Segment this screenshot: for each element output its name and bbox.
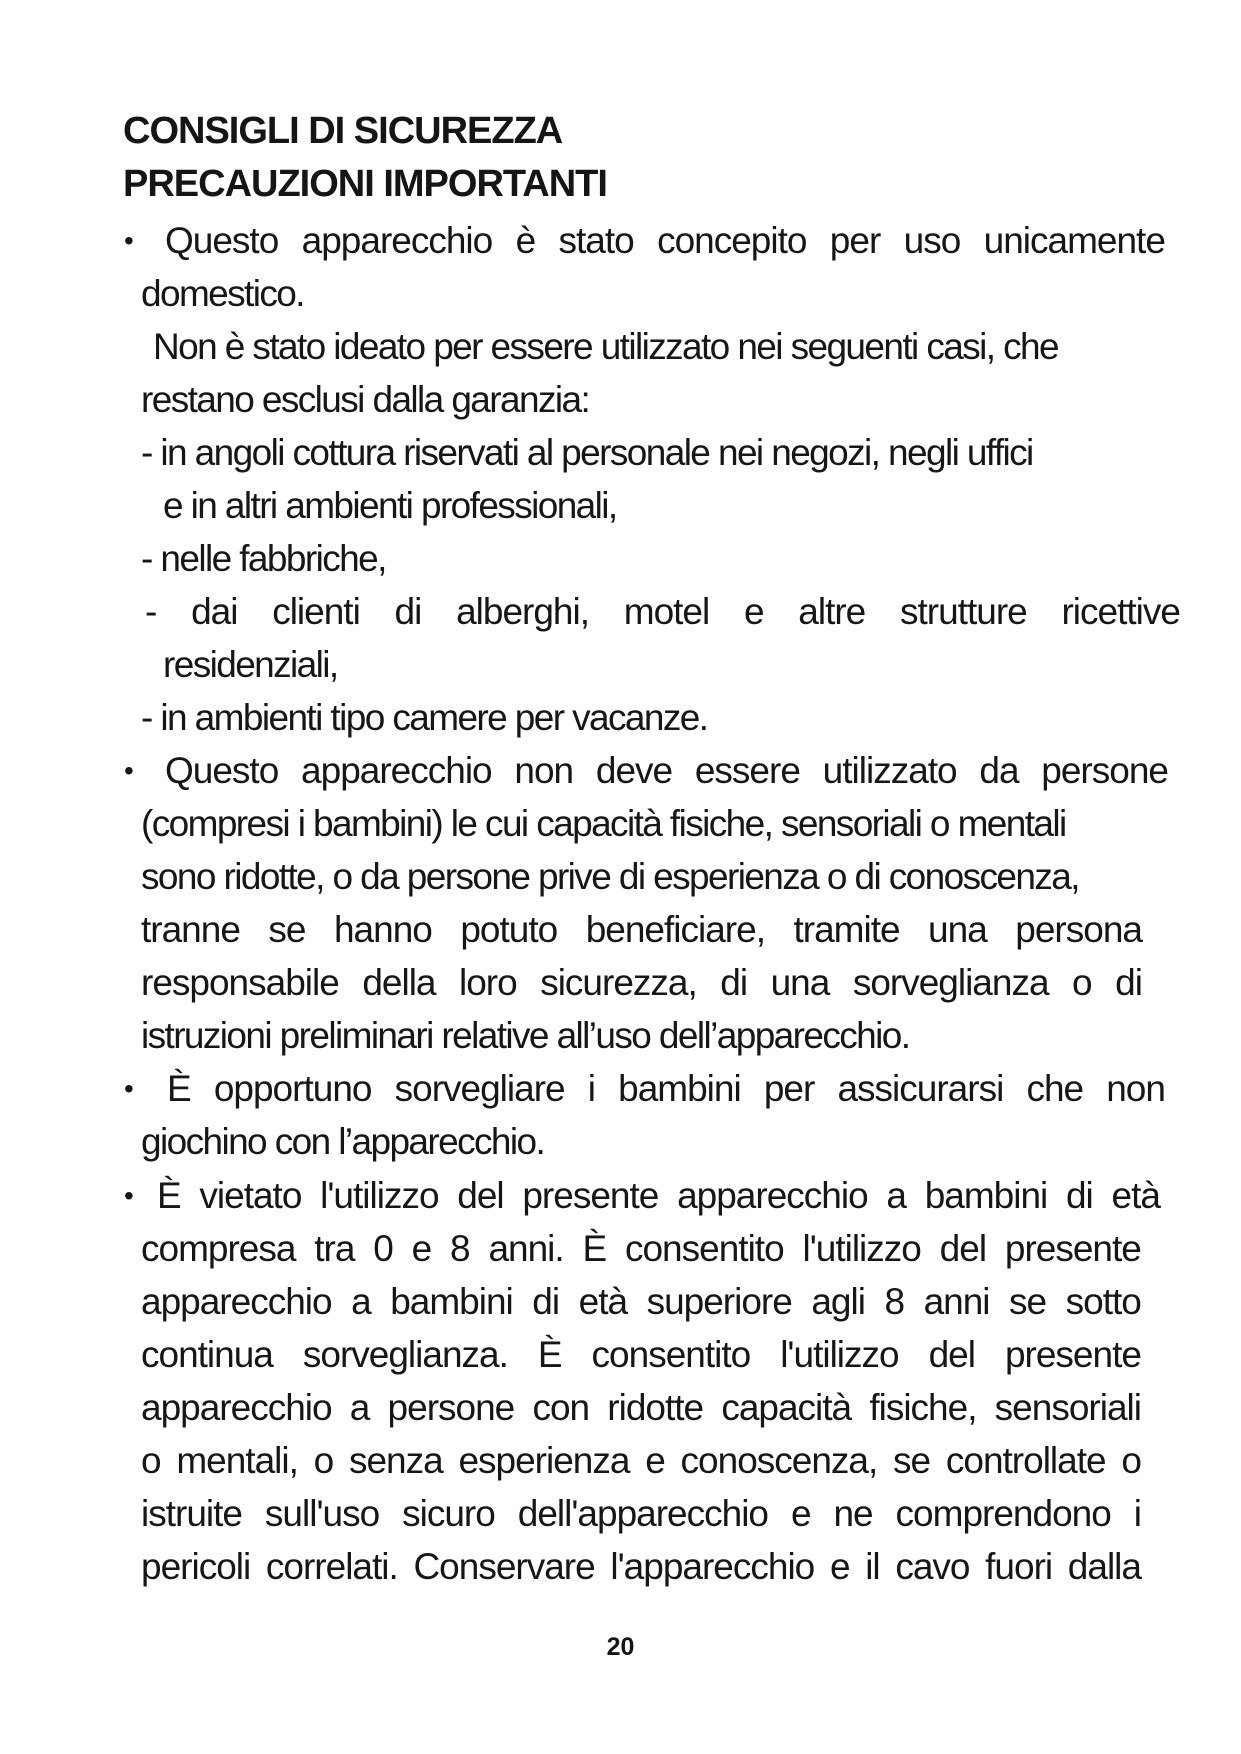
word: Conservare (413, 1546, 595, 1587)
word: di (1115, 962, 1142, 1003)
word: motel (623, 591, 710, 632)
bullet-4-line-5 (141, 1387, 1141, 1429)
word: sorvegliare (394, 1068, 565, 1109)
word: e (743, 591, 764, 632)
word: fuori (985, 1546, 1053, 1587)
word: dell'apparecchio (517, 1493, 768, 1534)
word: l'utilizzo (320, 1175, 439, 1216)
word: Questo (165, 750, 279, 791)
bullet-1-line-2: domestico. (141, 273, 304, 314)
word: 8 (450, 1228, 470, 1269)
word: agli (811, 1281, 865, 1322)
word: apparecchio (301, 220, 493, 261)
word: e (411, 1228, 432, 1269)
word: i (587, 1068, 595, 1109)
word: cavo (895, 1546, 970, 1587)
word: o (141, 1440, 161, 1481)
word: - (145, 591, 157, 632)
word: anni (923, 1281, 990, 1322)
word: dai (191, 591, 238, 632)
bullet-2-line-2: (compresi i bambini) le cui capacità fisiche, sensoriali o mentali (141, 803, 1066, 844)
word: uso (903, 220, 961, 261)
word: mentali, (176, 1440, 298, 1481)
word: presente (522, 1175, 659, 1216)
bullet-marker: • (124, 1180, 134, 1211)
word: sull'uso (264, 1493, 380, 1534)
word: e (645, 1440, 665, 1481)
word: se (893, 1440, 931, 1481)
word: opportuno (213, 1068, 372, 1109)
bullet-4-line-8 (141, 1546, 1141, 1588)
word: consentito (624, 1228, 784, 1269)
word: stato (558, 220, 634, 261)
word: a (349, 1387, 370, 1428)
word: È (537, 1334, 562, 1375)
word: Questo (165, 220, 279, 261)
word: alberghi, (456, 591, 590, 632)
word: essere (694, 750, 800, 791)
word: senza (348, 1440, 443, 1481)
word: beneficiare, (585, 909, 765, 950)
bullet-4-line-7 (141, 1493, 1141, 1535)
word: sorveglianza (852, 962, 1049, 1003)
word: bambini (924, 1175, 1048, 1216)
word: bambini (618, 1068, 741, 1109)
word: ridotte (607, 1387, 704, 1428)
exclusion-item-1: - in angoli cottura riservati al personale nei negozi, negli uffici (141, 432, 1033, 473)
word: persone (387, 1387, 515, 1428)
word: età (1111, 1175, 1160, 1216)
word: anni. (488, 1228, 564, 1269)
bullet-2-line-5 (141, 962, 1142, 1004)
bullet-4-line-4 (141, 1334, 1141, 1376)
bullet-marker: • (124, 225, 134, 256)
word: capacità (721, 1387, 852, 1428)
word: concepito (657, 220, 807, 261)
word: presente (1004, 1334, 1141, 1375)
word: utilizzato (822, 750, 957, 791)
exclusion-item-2: - nelle fabbriche, (141, 538, 386, 579)
exclusion-item-3 (145, 591, 1180, 633)
word: È (167, 1068, 191, 1109)
word: fisiche, (869, 1387, 977, 1428)
word: se (1009, 1281, 1047, 1322)
word: l'apparecchio (610, 1546, 815, 1587)
word: 0 (373, 1228, 393, 1269)
bullet-marker: • (124, 1073, 134, 1104)
bullet-marker: • (124, 755, 134, 786)
word: a (886, 1175, 906, 1216)
word: tranne (141, 909, 240, 950)
word: potuto (460, 909, 558, 950)
word: o (313, 1440, 334, 1481)
word: 8 (884, 1281, 905, 1322)
word: dalla (1067, 1546, 1141, 1587)
word: superiore (646, 1281, 792, 1322)
word: della (362, 962, 436, 1003)
bullet-4-line-1 (157, 1175, 1160, 1217)
word: ricettive (1061, 591, 1180, 632)
word: vietato (199, 1175, 302, 1216)
section-title: CONSIGLI DI SICUREZZA (123, 110, 563, 152)
word: altre (798, 591, 866, 632)
word: tramite (793, 909, 900, 950)
bullet-1-line-4: restano esclusi dalla garanzia: (141, 379, 590, 420)
bullet-2-line-4 (141, 909, 1142, 951)
word: è (515, 220, 536, 261)
bullet-2-line-3: sono ridotte, o da persone prive di esperienza o di conoscenza, (141, 856, 1079, 897)
word: esperienza (458, 1440, 630, 1481)
word: responsabile (141, 962, 339, 1003)
bullet-4-line-3 (141, 1281, 1141, 1323)
word: persone (1041, 750, 1168, 791)
word: istruite (141, 1493, 242, 1534)
word: e (829, 1546, 850, 1587)
word: con (532, 1387, 590, 1428)
word: continua (141, 1334, 273, 1375)
word: una (928, 909, 987, 950)
word: non (1106, 1068, 1165, 1109)
exclusion-item-4: - in ambienti tipo camere per vacanze. (141, 697, 708, 738)
word: di (532, 1281, 560, 1322)
exclusion-item-3-cont: residenziali, (163, 644, 338, 685)
word: È (582, 1228, 607, 1269)
word: deve (595, 750, 673, 791)
bullet-3-line-2: giochino con l’apparecchio. (141, 1121, 545, 1162)
word: da (979, 750, 1019, 791)
word: i (1133, 1493, 1141, 1534)
word: presente (1004, 1228, 1141, 1269)
word: di (394, 591, 422, 632)
word: una (770, 962, 830, 1003)
word: per (763, 1068, 815, 1109)
word: se (268, 909, 306, 950)
word: consentito (591, 1334, 751, 1375)
bullet-4-line-6 (141, 1440, 1141, 1482)
word: loro (459, 962, 517, 1003)
bullet-1-line-3: Non è stato ideato per essere utilizzato nei seguenti casi, che (153, 326, 1058, 367)
word: l'utilizzo (780, 1334, 899, 1375)
word: clienti (272, 591, 360, 632)
bullet-4-line-2 (141, 1228, 1141, 1270)
word: che (1026, 1068, 1084, 1109)
word: bambini (390, 1281, 513, 1322)
exclusion-item-1-cont: e in altri ambienti professionali, (163, 485, 617, 526)
word: il (865, 1546, 880, 1587)
word: comprendono (895, 1493, 1111, 1534)
word: pericoli (141, 1546, 251, 1587)
bullet-3-line-1 (167, 1068, 1165, 1110)
word: e (790, 1493, 811, 1534)
word: persona (1015, 909, 1142, 950)
word: o (1121, 1440, 1141, 1481)
word: apparecchio (141, 1387, 332, 1428)
word: correlati. (265, 1546, 398, 1587)
word: apparecchio (677, 1175, 868, 1216)
section-subtitle: PRECAUZIONI IMPORTANTI (123, 163, 607, 205)
word: controllate (945, 1440, 1106, 1481)
word: tra (314, 1228, 355, 1269)
word: sicuro (402, 1493, 495, 1534)
word: strutture (900, 591, 1027, 632)
page-number: 20 (606, 1633, 635, 1661)
word: apparecchio (141, 1281, 332, 1322)
word: sensoriali (994, 1387, 1141, 1428)
word: sorveglianza. (302, 1334, 508, 1375)
word: del (939, 1228, 987, 1269)
bullet-1-line-1 (165, 220, 1165, 262)
word: a (351, 1281, 371, 1322)
word: o (1072, 962, 1092, 1003)
word: assicurarsi (837, 1068, 1004, 1109)
bullet-2-line-1 (165, 750, 1168, 792)
word: compresa (141, 1228, 296, 1269)
word: hanno (333, 909, 432, 950)
bullet-2-line-6: istruzioni preliminari relative all’uso dell’apparecchio. (141, 1015, 910, 1056)
word: di (1065, 1175, 1093, 1216)
word: unicamente (983, 220, 1165, 261)
word: conoscenza, (680, 1440, 878, 1481)
word: non (514, 750, 574, 791)
word: l'utilizzo (802, 1228, 921, 1269)
word: di (720, 962, 748, 1003)
word: sicurezza, (540, 962, 697, 1003)
word: età (578, 1281, 628, 1322)
word: del (928, 1334, 975, 1375)
word: del (457, 1175, 504, 1216)
word: apparecchio (301, 750, 492, 791)
word: sotto (1065, 1281, 1141, 1322)
word: ne (833, 1493, 873, 1534)
word: per (829, 220, 881, 261)
word: È (157, 1175, 181, 1216)
